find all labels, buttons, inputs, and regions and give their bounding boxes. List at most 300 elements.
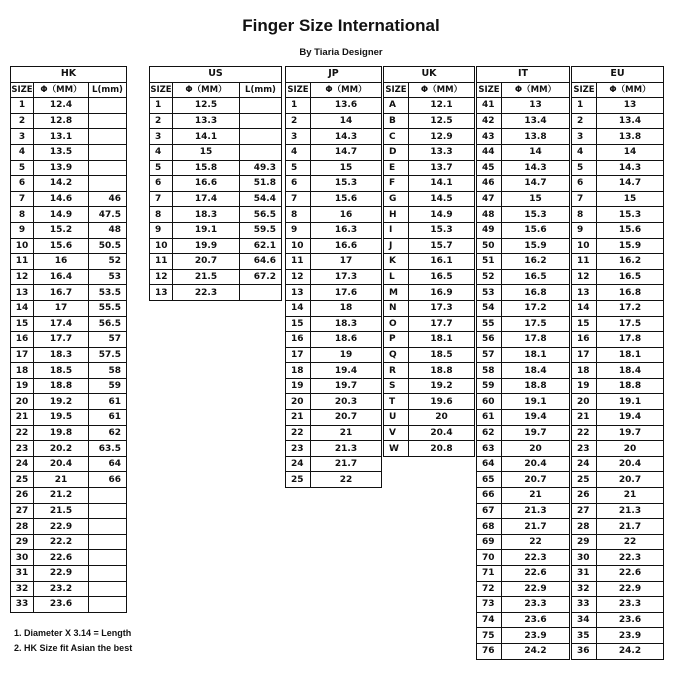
cell-diameter: 12.9 <box>409 129 475 145</box>
cell-size: 21 <box>11 410 34 426</box>
cell-size: 7 <box>150 191 173 207</box>
cell-diameter: 14.5 <box>409 191 475 207</box>
table-row <box>384 222 475 238</box>
cell-size: 17 <box>11 347 34 363</box>
table-row <box>477 176 570 192</box>
cell-length: 59 <box>89 378 127 394</box>
column-header-size: SIZE <box>11 82 34 98</box>
cell-diameter: 22.6 <box>34 550 89 566</box>
cell-size: 2 <box>11 113 34 129</box>
cell-length: 64.6 <box>240 254 282 270</box>
table-uk <box>383 66 475 457</box>
cell-length: 55.5 <box>89 300 127 316</box>
cell-size: 26 <box>572 488 597 504</box>
cell-diameter: 17.3 <box>409 300 475 316</box>
cell-diameter: 15.9 <box>502 238 570 254</box>
cell-size: T <box>384 394 409 410</box>
cell-size: D <box>384 144 409 160</box>
cell-size: 23 <box>11 441 34 457</box>
cell-length: 50.5 <box>89 238 127 254</box>
table-row <box>572 534 664 550</box>
table-row <box>286 113 382 129</box>
cell-diameter: 18.3 <box>34 347 89 363</box>
cell-diameter: 14.7 <box>597 176 664 192</box>
table-row <box>572 519 664 535</box>
cell-size: 4 <box>11 144 34 160</box>
table-row <box>572 113 664 129</box>
cell-diameter: 19.1 <box>502 394 570 410</box>
cell-diameter: 21.7 <box>597 519 664 535</box>
table-row <box>572 160 664 176</box>
cell-diameter: 21.3 <box>311 441 382 457</box>
cell-diameter: 16.8 <box>502 285 570 301</box>
cell-size: A <box>384 98 409 114</box>
cell-diameter: 18.1 <box>409 332 475 348</box>
cell-diameter: 20.4 <box>597 456 664 472</box>
table-row <box>11 285 127 301</box>
size-table <box>285 66 382 488</box>
cell-diameter: 23.3 <box>502 597 570 613</box>
cell-diameter: 18.5 <box>34 363 89 379</box>
table-row <box>572 285 664 301</box>
cell-length <box>89 550 127 566</box>
cell-size: 54 <box>477 300 502 316</box>
cell-length: 62.1 <box>240 238 282 254</box>
cell-diameter: 14.2 <box>34 176 89 192</box>
cell-diameter: 14.7 <box>311 144 382 160</box>
table-row <box>286 285 382 301</box>
table-row <box>150 269 282 285</box>
table-row <box>11 394 127 410</box>
cell-diameter: 18.1 <box>502 347 570 363</box>
cell-size: 4 <box>286 144 311 160</box>
table-row <box>477 425 570 441</box>
table-row <box>572 347 664 363</box>
table-row <box>477 191 570 207</box>
cell-length: 57.5 <box>89 347 127 363</box>
cell-size: 57 <box>477 347 502 363</box>
table-row <box>384 441 475 457</box>
cell-diameter: 19.2 <box>34 394 89 410</box>
cell-diameter: 12.5 <box>173 98 240 114</box>
table-row <box>477 285 570 301</box>
table-row <box>572 472 664 488</box>
cell-length <box>89 160 127 176</box>
cell-length: 63.5 <box>89 441 127 457</box>
table-row <box>11 332 127 348</box>
cell-size: 5 <box>150 160 173 176</box>
table-row <box>384 160 475 176</box>
cell-diameter: 22 <box>597 534 664 550</box>
table-row <box>11 363 127 379</box>
cell-size: 17 <box>572 347 597 363</box>
table-eu <box>571 66 664 660</box>
cell-size: 61 <box>477 410 502 426</box>
cell-size: 60 <box>477 394 502 410</box>
cell-diameter: 12.5 <box>409 113 475 129</box>
cell-diameter: 21.7 <box>502 519 570 535</box>
cell-diameter: 20.7 <box>173 254 240 270</box>
table-row <box>286 363 382 379</box>
note-diameter-formula: 1. Diameter X 3.14 = Length <box>14 628 132 638</box>
cell-diameter: 18.6 <box>311 332 382 348</box>
cell-diameter: 18.8 <box>502 378 570 394</box>
table-row <box>572 316 664 332</box>
table-row <box>477 456 570 472</box>
cell-length <box>240 98 282 114</box>
table-row <box>477 581 570 597</box>
cell-size: 71 <box>477 566 502 582</box>
table-row <box>286 160 382 176</box>
cell-size: 9 <box>286 222 311 238</box>
cell-size: 11 <box>286 254 311 270</box>
cell-diameter: 23.3 <box>597 597 664 613</box>
table-row <box>572 300 664 316</box>
cell-size: P <box>384 332 409 348</box>
cell-size: 31 <box>572 566 597 582</box>
table-row <box>286 394 382 410</box>
table-row <box>286 332 382 348</box>
table-row <box>572 425 664 441</box>
cell-diameter: 19.6 <box>409 394 475 410</box>
column-header-diameter: Φ（MM） <box>311 82 382 98</box>
cell-size: 2 <box>150 113 173 129</box>
cell-diameter: 20 <box>409 410 475 426</box>
cell-size: 11 <box>572 254 597 270</box>
table-row <box>384 238 475 254</box>
cell-diameter: 12.8 <box>34 113 89 129</box>
table-row <box>477 503 570 519</box>
table-row <box>477 316 570 332</box>
table-row <box>572 628 664 644</box>
cell-length: 59.5 <box>240 222 282 238</box>
table-row <box>477 597 570 613</box>
cell-length <box>240 285 282 301</box>
cell-length: 64 <box>89 456 127 472</box>
cell-size: 58 <box>477 363 502 379</box>
cell-length: 56.5 <box>240 207 282 223</box>
cell-size: U <box>384 410 409 426</box>
table-row <box>477 129 570 145</box>
cell-size: 13 <box>286 285 311 301</box>
cell-diameter: 18.5 <box>409 347 475 363</box>
column-header-size: SIZE <box>477 82 502 98</box>
cell-size: 14 <box>286 300 311 316</box>
cell-size: 41 <box>477 98 502 114</box>
cell-size: 45 <box>477 160 502 176</box>
cell-size: 19 <box>286 378 311 394</box>
cell-diameter: 21.3 <box>597 503 664 519</box>
cell-size: 18 <box>572 363 597 379</box>
cell-diameter: 22.2 <box>34 534 89 550</box>
table-row <box>477 347 570 363</box>
cell-size: 34 <box>572 612 597 628</box>
table-row <box>572 410 664 426</box>
table-row <box>572 441 664 457</box>
cell-diameter: 15 <box>311 160 382 176</box>
cell-diameter: 13.9 <box>34 160 89 176</box>
table-row <box>477 643 570 659</box>
group-header-uk: UK <box>384 67 475 83</box>
cell-size: 8 <box>572 207 597 223</box>
cell-diameter: 17.7 <box>409 316 475 332</box>
table-row <box>572 456 664 472</box>
table-row <box>572 612 664 628</box>
table-jp <box>285 66 382 488</box>
cell-length: 46 <box>89 191 127 207</box>
cell-size: 65 <box>477 472 502 488</box>
table-row <box>384 332 475 348</box>
table-row <box>286 378 382 394</box>
cell-size: C <box>384 129 409 145</box>
cell-size: 25 <box>11 472 34 488</box>
table-it <box>476 66 570 660</box>
table-row <box>11 534 127 550</box>
table-row <box>286 191 382 207</box>
column-header-diameter: Φ（MM） <box>173 82 240 98</box>
cell-diameter: 19.9 <box>173 238 240 254</box>
cell-diameter: 17 <box>311 254 382 270</box>
cell-size: 24 <box>11 456 34 472</box>
cell-length: 66 <box>89 472 127 488</box>
cell-size: 20 <box>11 394 34 410</box>
table-row <box>11 113 127 129</box>
cell-size: 11 <box>150 254 173 270</box>
cell-size: 7 <box>11 191 34 207</box>
note-hk-fit: 2. HK Size fit Asian the best <box>14 643 133 653</box>
table-row <box>384 410 475 426</box>
cell-diameter: 14 <box>502 144 570 160</box>
table-row <box>477 612 570 628</box>
cell-size: 51 <box>477 254 502 270</box>
cell-diameter: 17.3 <box>311 269 382 285</box>
cell-diameter: 21 <box>34 472 89 488</box>
table-row <box>572 363 664 379</box>
cell-diameter: 22.9 <box>502 581 570 597</box>
cell-size: R <box>384 363 409 379</box>
cell-diameter: 14.6 <box>34 191 89 207</box>
table-row <box>11 316 127 332</box>
table-row <box>477 160 570 176</box>
table-row <box>384 176 475 192</box>
cell-diameter: 16.1 <box>409 254 475 270</box>
cell-size: 35 <box>572 628 597 644</box>
table-row <box>572 394 664 410</box>
cell-diameter: 23.6 <box>34 597 89 613</box>
table-row <box>11 472 127 488</box>
cell-diameter: 13.8 <box>502 129 570 145</box>
table-row <box>477 566 570 582</box>
cell-size: 67 <box>477 503 502 519</box>
column-header-size: SIZE <box>286 82 311 98</box>
cell-length: 53.5 <box>89 285 127 301</box>
cell-size: 52 <box>477 269 502 285</box>
cell-size: 12 <box>286 269 311 285</box>
cell-size: 5 <box>286 160 311 176</box>
size-table <box>571 66 664 660</box>
cell-diameter: 15.3 <box>502 207 570 223</box>
cell-size: 20 <box>286 394 311 410</box>
cell-diameter: 20 <box>502 441 570 457</box>
table-row <box>11 378 127 394</box>
cell-diameter: 21 <box>502 488 570 504</box>
cell-length: 51.8 <box>240 176 282 192</box>
cell-size: 10 <box>150 238 173 254</box>
cell-size: 72 <box>477 581 502 597</box>
cell-size: 7 <box>572 191 597 207</box>
table-row <box>150 191 282 207</box>
cell-diameter: 14.1 <box>173 129 240 145</box>
cell-size: B <box>384 113 409 129</box>
cell-size: 22 <box>11 425 34 441</box>
cell-length <box>89 566 127 582</box>
cell-diameter: 24.2 <box>502 643 570 659</box>
cell-size: G <box>384 191 409 207</box>
cell-diameter: 13 <box>502 98 570 114</box>
table-row <box>572 207 664 223</box>
cell-diameter: 17.8 <box>502 332 570 348</box>
table-row <box>572 222 664 238</box>
cell-diameter: 23.2 <box>34 581 89 597</box>
table-row <box>477 238 570 254</box>
table-row <box>572 98 664 114</box>
table-row <box>477 113 570 129</box>
cell-length: 57 <box>89 332 127 348</box>
column-header-size: SIZE <box>384 82 409 98</box>
cell-size: 15 <box>286 316 311 332</box>
column-header-size: SIZE <box>150 82 173 98</box>
cell-diameter: 18 <box>311 300 382 316</box>
cell-diameter: 18.4 <box>597 363 664 379</box>
cell-length: 62 <box>89 425 127 441</box>
table-row <box>150 144 282 160</box>
cell-size: 2 <box>286 113 311 129</box>
cell-length <box>89 503 127 519</box>
cell-length <box>89 597 127 613</box>
table-row <box>11 129 127 145</box>
table-row <box>477 534 570 550</box>
cell-diameter: 23.9 <box>597 628 664 644</box>
table-row <box>286 144 382 160</box>
cell-size: W <box>384 441 409 457</box>
size-table <box>149 66 282 301</box>
table-row <box>572 144 664 160</box>
group-header-eu: EU <box>572 67 664 83</box>
cell-size: 49 <box>477 222 502 238</box>
table-row <box>477 144 570 160</box>
cell-size: 74 <box>477 612 502 628</box>
cell-size: 30 <box>572 550 597 566</box>
table-row <box>286 238 382 254</box>
table-row <box>572 176 664 192</box>
table-row <box>477 300 570 316</box>
cell-diameter: 12.1 <box>409 98 475 114</box>
cell-diameter: 20.2 <box>34 441 89 457</box>
cell-size: 56 <box>477 332 502 348</box>
table-row <box>150 176 282 192</box>
table-row <box>572 503 664 519</box>
table-row <box>384 191 475 207</box>
cell-diameter: 13.4 <box>502 113 570 129</box>
table-row <box>150 113 282 129</box>
cell-length <box>89 113 127 129</box>
table-row <box>572 254 664 270</box>
cell-diameter: 13 <box>597 98 664 114</box>
table-row <box>477 472 570 488</box>
table-row <box>477 488 570 504</box>
cell-length: 67.2 <box>240 269 282 285</box>
cell-diameter: 19.7 <box>502 425 570 441</box>
cell-size: 18 <box>286 363 311 379</box>
cell-diameter: 19.4 <box>311 363 382 379</box>
cell-size: 42 <box>477 113 502 129</box>
size-table <box>10 66 127 613</box>
cell-size: 16 <box>286 332 311 348</box>
cell-size: 70 <box>477 550 502 566</box>
cell-size: 19 <box>572 378 597 394</box>
cell-size: 8 <box>11 207 34 223</box>
table-row <box>286 472 382 488</box>
table-row <box>11 347 127 363</box>
table-row <box>384 363 475 379</box>
table-row <box>477 550 570 566</box>
table-row <box>477 394 570 410</box>
cell-diameter: 18.8 <box>34 378 89 394</box>
cell-size: 76 <box>477 643 502 659</box>
cell-size: 25 <box>286 472 311 488</box>
table-row <box>11 176 127 192</box>
cell-size: 33 <box>11 597 34 613</box>
cell-diameter: 17.5 <box>502 316 570 332</box>
table-row <box>384 425 475 441</box>
column-header-length: L(mm) <box>240 82 282 98</box>
cell-size: 21 <box>286 410 311 426</box>
cell-diameter: 15 <box>502 191 570 207</box>
cell-diameter: 14.3 <box>311 129 382 145</box>
cell-size: 21 <box>572 410 597 426</box>
table-row <box>11 597 127 613</box>
cell-length: 54.4 <box>240 191 282 207</box>
cell-size: 10 <box>286 238 311 254</box>
cell-diameter: 21.5 <box>34 503 89 519</box>
cell-size: J <box>384 238 409 254</box>
table-row <box>572 550 664 566</box>
cell-size: K <box>384 254 409 270</box>
table-row <box>11 581 127 597</box>
notes <box>14 626 132 656</box>
group-header-it: IT <box>477 67 570 83</box>
cell-size: 46 <box>477 176 502 192</box>
cell-diameter: 21.3 <box>502 503 570 519</box>
cell-size: H <box>384 207 409 223</box>
cell-size: 9 <box>572 222 597 238</box>
cell-diameter: 14 <box>311 113 382 129</box>
cell-length <box>240 129 282 145</box>
cell-diameter: 16.5 <box>409 269 475 285</box>
cell-size: 24 <box>572 456 597 472</box>
cell-size: N <box>384 300 409 316</box>
table-row <box>286 269 382 285</box>
cell-diameter: 15.2 <box>34 222 89 238</box>
group-header-jp: JP <box>286 67 382 83</box>
page-subtitle: By Tiaria Designer <box>299 47 383 58</box>
cell-length: 48 <box>89 222 127 238</box>
table-row <box>384 285 475 301</box>
table-row <box>384 316 475 332</box>
cell-size: 55 <box>477 316 502 332</box>
cell-size: I <box>384 222 409 238</box>
table-row <box>286 129 382 145</box>
